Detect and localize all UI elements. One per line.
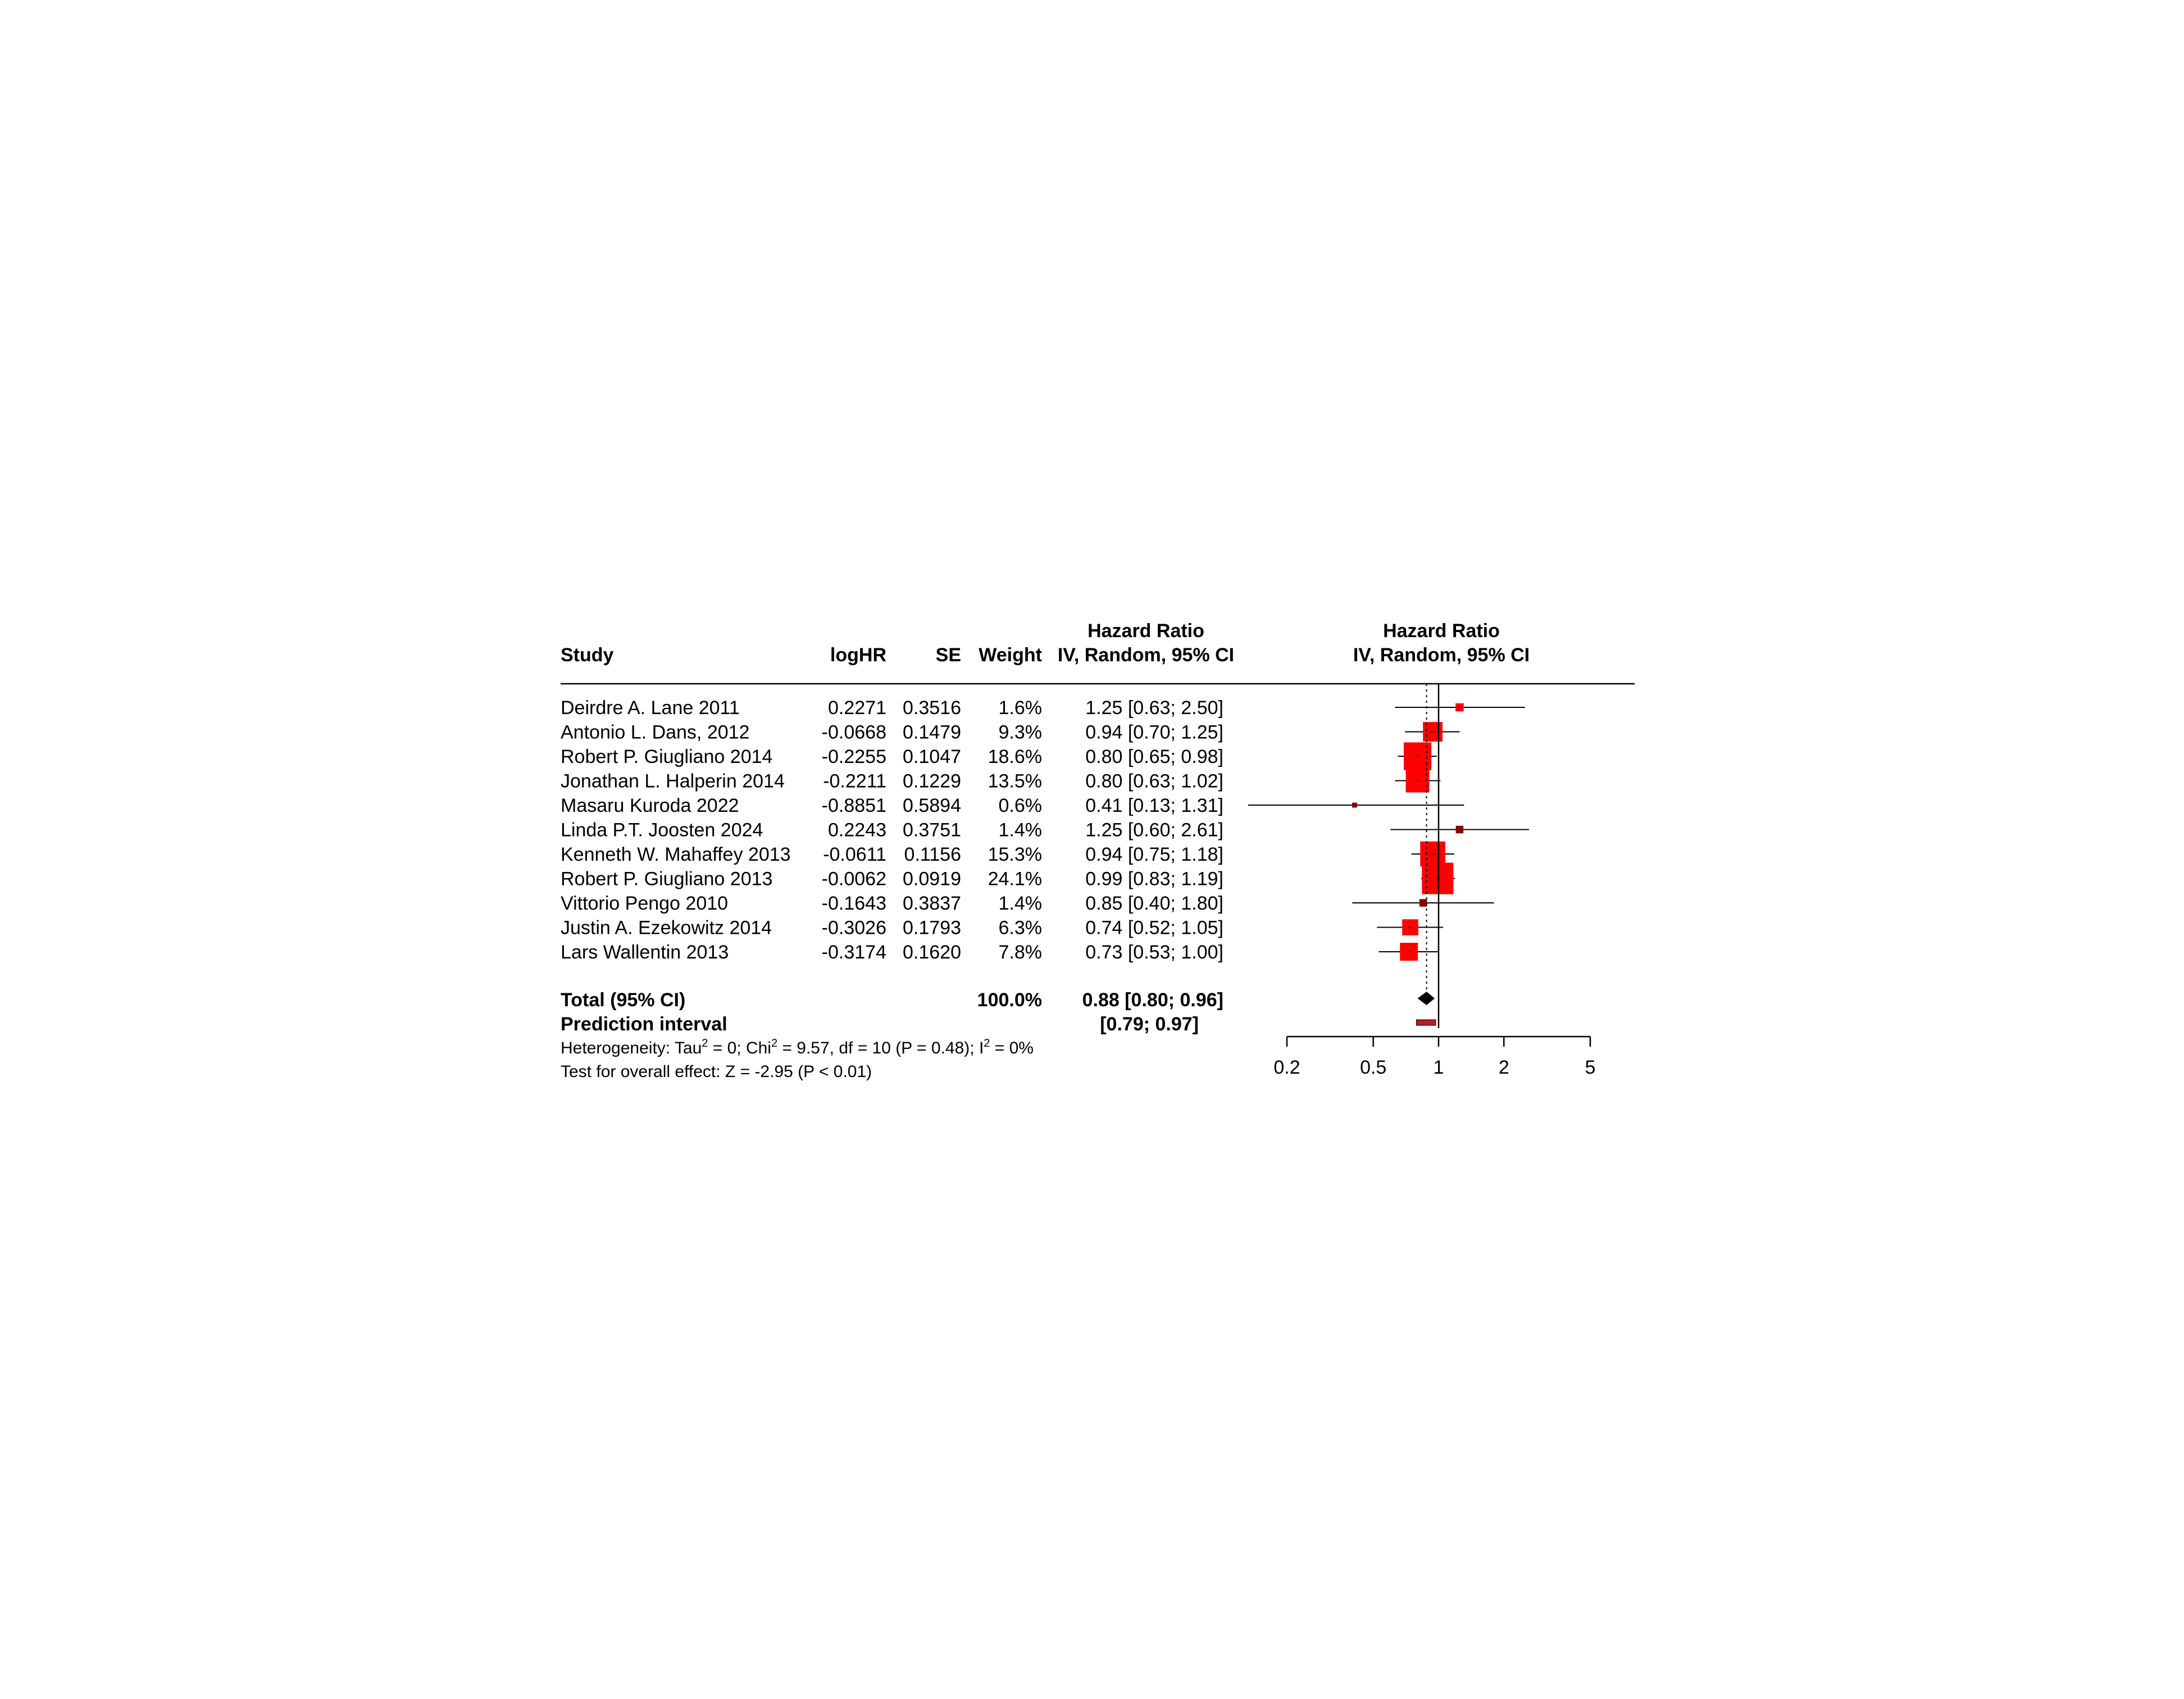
study-name: Kenneth W. Mahaffey 2013 xyxy=(561,844,791,865)
header-loghr: logHR xyxy=(830,644,886,666)
study-se: 0.1620 xyxy=(903,942,961,963)
study-ci: 0.80 [0.65; 0.98] xyxy=(1085,746,1223,767)
study-ci: 0.85 [0.40; 1.80] xyxy=(1085,893,1223,914)
study-row xyxy=(561,942,1223,963)
study-weight: 6.3% xyxy=(998,917,1042,939)
study-weight: 13.5% xyxy=(988,770,1042,792)
study-row xyxy=(561,820,1223,841)
study-row xyxy=(561,795,1223,816)
header-se: SE xyxy=(935,644,961,666)
summary-rows xyxy=(561,989,1223,1035)
study-loghr: -0.2211 xyxy=(823,770,886,792)
study-name: Justin A. Ezekowitz 2014 xyxy=(561,917,772,939)
study-loghr: -0.3174 xyxy=(821,942,886,963)
study-se: 0.5894 xyxy=(903,795,961,816)
study-weight: 9.3% xyxy=(998,721,1042,743)
study-weight: 1.6% xyxy=(998,697,1042,719)
total-ci: 0.88 [0.80; 0.96] xyxy=(1082,989,1223,1011)
study-loghr: -0.0668 xyxy=(821,721,886,743)
table-header xyxy=(561,620,1530,666)
study-ci: 0.74 [0.52; 1.05] xyxy=(1085,917,1223,939)
header-ci-title-2: IV, Random, 95% CI xyxy=(1057,644,1235,666)
study-loghr: -0.3026 xyxy=(821,917,886,939)
x-axis xyxy=(1273,1037,1595,1078)
study-ci: 0.41 [0.13; 1.31] xyxy=(1085,795,1223,816)
study-se: 0.3516 xyxy=(903,697,961,719)
study-ci: 0.80 [0.63; 1.02] xyxy=(1085,770,1223,792)
study-name: Lars Wallentin 2013 xyxy=(561,942,729,963)
study-row xyxy=(561,746,1223,767)
study-se: 0.1479 xyxy=(903,721,961,743)
heterogeneity-text: Heterogeneity: Tau$^2$ = 0; Chi$^2$ = 9.57, df = 10 (P = 0.48); $I^2 = 0\%$ xyxy=(561,1037,1034,1057)
study-name: Linda P.T. Joosten 2024 xyxy=(561,819,763,841)
study-name: Robert P. Giugliano 2013 xyxy=(561,868,773,890)
study-name: Masaru Kuroda 2022 xyxy=(561,795,739,816)
study-loghr: -0.2255 xyxy=(821,746,886,767)
study-name: Antonio L. Dans, 2012 xyxy=(561,721,750,743)
study-weight: 24.1% xyxy=(988,868,1042,890)
study-weight: 15.3% xyxy=(988,844,1042,865)
study-loghr: -0.0611 xyxy=(823,844,886,865)
study-row xyxy=(561,722,1223,743)
prediction-ci: [0.79; 0.97] xyxy=(1100,1014,1199,1035)
study-ci: 1.25 [0.63; 2.50] xyxy=(1085,697,1223,719)
study-row xyxy=(561,697,1223,719)
study-se: 0.1156 xyxy=(904,844,961,865)
overall-effect-text: Test for overall effect: Z = -2.95 (P < 0.01) xyxy=(561,1062,872,1081)
x-axis-tick-label: 0.5 xyxy=(1360,1057,1387,1078)
total-weight: 100.0% xyxy=(977,989,1042,1011)
study-weight: 1.4% xyxy=(998,819,1042,841)
study-name: Vittorio Pengo 2010 xyxy=(561,893,729,914)
header-study: Study xyxy=(561,644,614,666)
header-plot-title-1: Hazard Ratio xyxy=(1383,620,1500,642)
study-weight: 7.8% xyxy=(998,942,1042,963)
study-ci: 1.25 [0.60; 2.61] xyxy=(1085,819,1223,841)
x-axis-tick-label: 5 xyxy=(1585,1057,1596,1078)
study-ci: 0.99 [0.83; 1.19] xyxy=(1085,868,1223,890)
study-weight: 18.6% xyxy=(988,746,1042,767)
study-row xyxy=(561,893,1223,914)
study-name: Jonathan L. Halperin 2014 xyxy=(561,770,785,792)
plot-marks xyxy=(1248,684,1529,1028)
header-weight: Weight xyxy=(979,644,1042,666)
header-plot-title-2: IV, Random, 95% CI xyxy=(1353,644,1530,666)
study-weight: 0.6% xyxy=(998,795,1042,816)
summary-diamond xyxy=(1418,992,1435,1005)
study-loghr: -0.8851 xyxy=(821,795,886,816)
study-se: 0.1229 xyxy=(903,770,961,792)
total-label: Total (95% CI) xyxy=(561,989,686,1011)
study-se: 0.0919 xyxy=(903,868,961,890)
header-ci-title-1: Hazard Ratio xyxy=(1088,620,1204,642)
study-name: Deirdre A. Lane 2011 xyxy=(561,697,740,719)
study-loghr: 0.2243 xyxy=(828,819,886,841)
study-row xyxy=(561,917,1223,939)
study-row xyxy=(561,771,1223,792)
study-loghr: -0.1643 xyxy=(821,893,886,914)
study-se: 0.1047 xyxy=(903,746,961,767)
study-se: 0.1793 xyxy=(903,917,961,939)
study-weight: 1.4% xyxy=(998,893,1042,914)
study-se: 0.3751 xyxy=(903,819,961,841)
study-se: 0.3837 xyxy=(903,893,961,914)
x-axis-tick-label: 0.2 xyxy=(1273,1057,1300,1078)
study-ci: 0.94 [0.70; 1.25] xyxy=(1085,721,1223,743)
study-ci: 0.94 [0.75; 1.18] xyxy=(1085,844,1223,865)
x-axis-tick-label: 2 xyxy=(1498,1057,1509,1078)
study-rows xyxy=(561,697,1223,963)
study-ci: 0.73 [0.53; 1.00] xyxy=(1085,942,1223,963)
study-row xyxy=(561,869,1223,890)
x-axis-tick-label: 1 xyxy=(1433,1057,1444,1078)
prediction-label: Prediction interval xyxy=(561,1014,727,1035)
study-name: Robert P. Giugliano 2014 xyxy=(561,746,773,767)
study-loghr: 0.2271 xyxy=(828,697,886,719)
study-row xyxy=(561,844,1223,865)
study-loghr: -0.0062 xyxy=(821,868,886,890)
prediction-interval-bar xyxy=(1416,1020,1435,1025)
